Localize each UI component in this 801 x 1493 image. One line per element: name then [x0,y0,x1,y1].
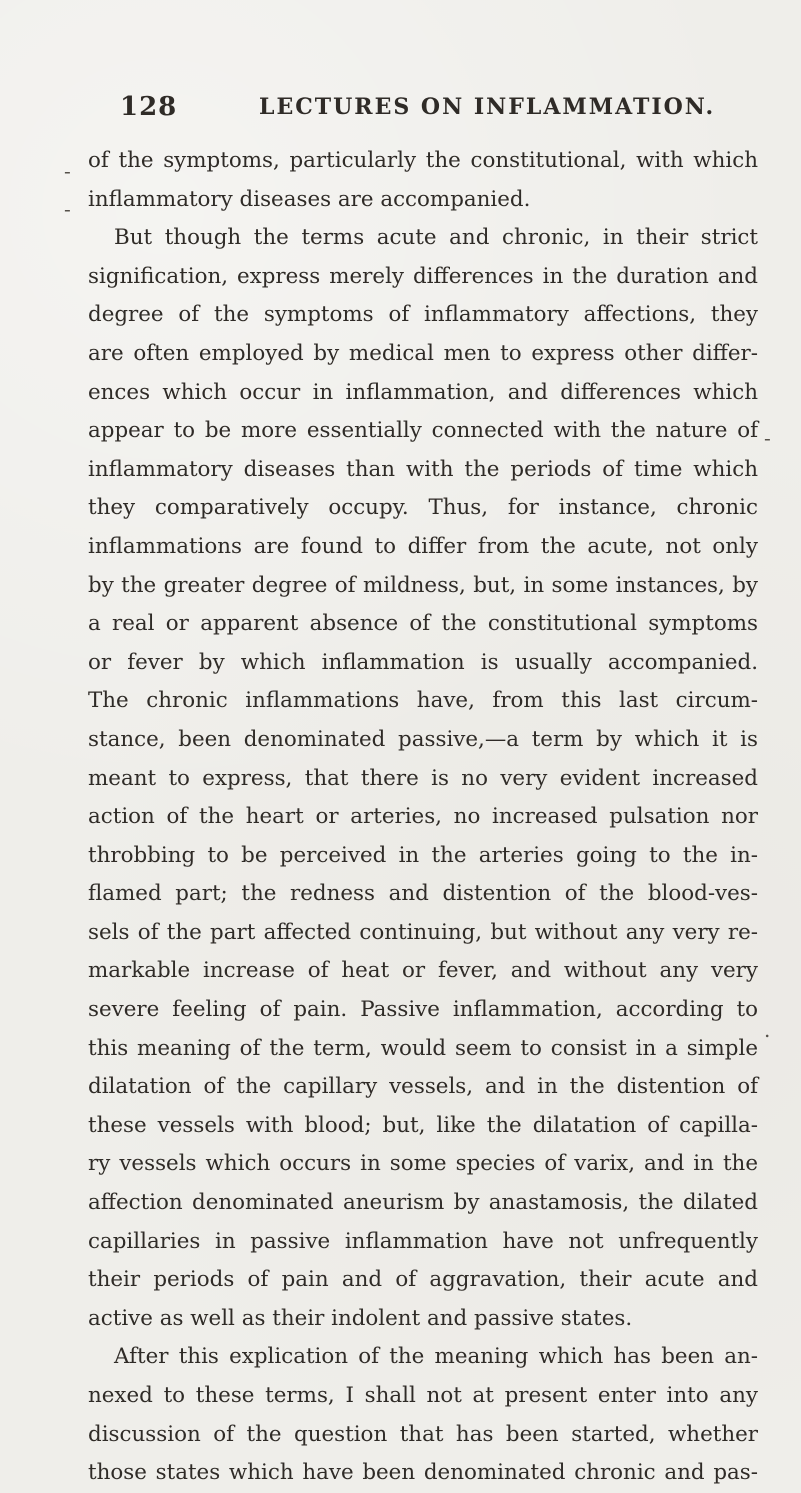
running-head: LECTURES ON INFLAMMATION. [259,94,716,120]
text-line: capillaries in passive inflammation have not unfrequently [88,1228,758,1254]
text-line: stance, been denominated passive,—a term by which it is [88,726,758,752]
text-line: throbbing to be perceived in the arteries going to the in- [88,842,758,868]
text-line: discussion of the question that has been started, whether [88,1421,758,1447]
margin-mark: . [764,1018,771,1042]
text-line: appear to be more essentially connected with the nature of [88,418,758,444]
text-line: markable increase of heat or fever, and without any very [88,958,758,984]
page-header [120,92,716,126]
text-line: flamed part; the redness and distention of the blood-ves- [88,881,758,907]
text-line: of the symptoms, particularly the constitutional, with which [88,148,758,173]
text-line: active as well as their indolent and passive states. [88,1305,633,1331]
text-line: But though the terms acute and chronic, in their strict [114,225,758,251]
margin-mark: - [64,159,71,183]
text-line: affection denominated aneurism by anastamosis, the dilated [88,1190,758,1216]
margin-mark: - [764,426,771,450]
margin-mark: - [64,197,71,221]
text-line: ences which occur in inflammation, and differences which [88,379,758,405]
text-line: signification, express merely differences in the duration and [88,263,758,289]
text-line: by the greater degree of mildness, but, in some instances, by [88,572,758,598]
text-line: severe feeling of pain. Passive inflammation, according to [88,997,758,1023]
text-line: inflammations are found to differ from the acute, not only [88,533,758,559]
text-line: inflammatory diseases are accompanied. [88,186,531,212]
text-line: a real or apparent absence of the constitutional symptoms [88,611,758,637]
text-line: those states which have been denominated chronic and pas- [88,1460,758,1486]
text-line: inflammatory diseases than with the periods of time which [88,456,758,482]
text-line: action of the heart or arteries, no increased pulsation nor [88,804,758,830]
text-line: nexed to these terms, I shall not at present enter into any [88,1383,758,1408]
text-line: The chronic inflammations have, from this last circum- [88,688,758,714]
text-line: meant to express, that there is no very evident increased [88,765,758,791]
text-line: or fever by which inflammation is usually accompanied. [88,649,758,675]
body-text [88,142,758,1493]
text-line: ry vessels which occurs in some species of varix, and in the [88,1151,758,1177]
text-line: degree of the symptoms of inflammatory affections, they [88,302,758,328]
text-line: this meaning of the term, would seem to consist in a simple [88,1035,758,1061]
text-line: their periods of pain and of aggravation, their acute and [88,1267,758,1293]
text-line: these vessels with blood; but, like the dilatation of capilla- [88,1112,758,1138]
text-line: sels of the part affected continuing, but without any very re- [88,919,758,945]
page-number: 128 [120,92,178,122]
text-line: After this explication of the meaning which has been an- [114,1344,758,1370]
text-line: dilatation of the capillary vessels, and in the distention of [88,1074,758,1100]
text-line: are often employed by medical men to express other differ- [88,340,758,366]
text-line: they comparatively occupy. Thus, for instance, chronic [88,495,758,521]
